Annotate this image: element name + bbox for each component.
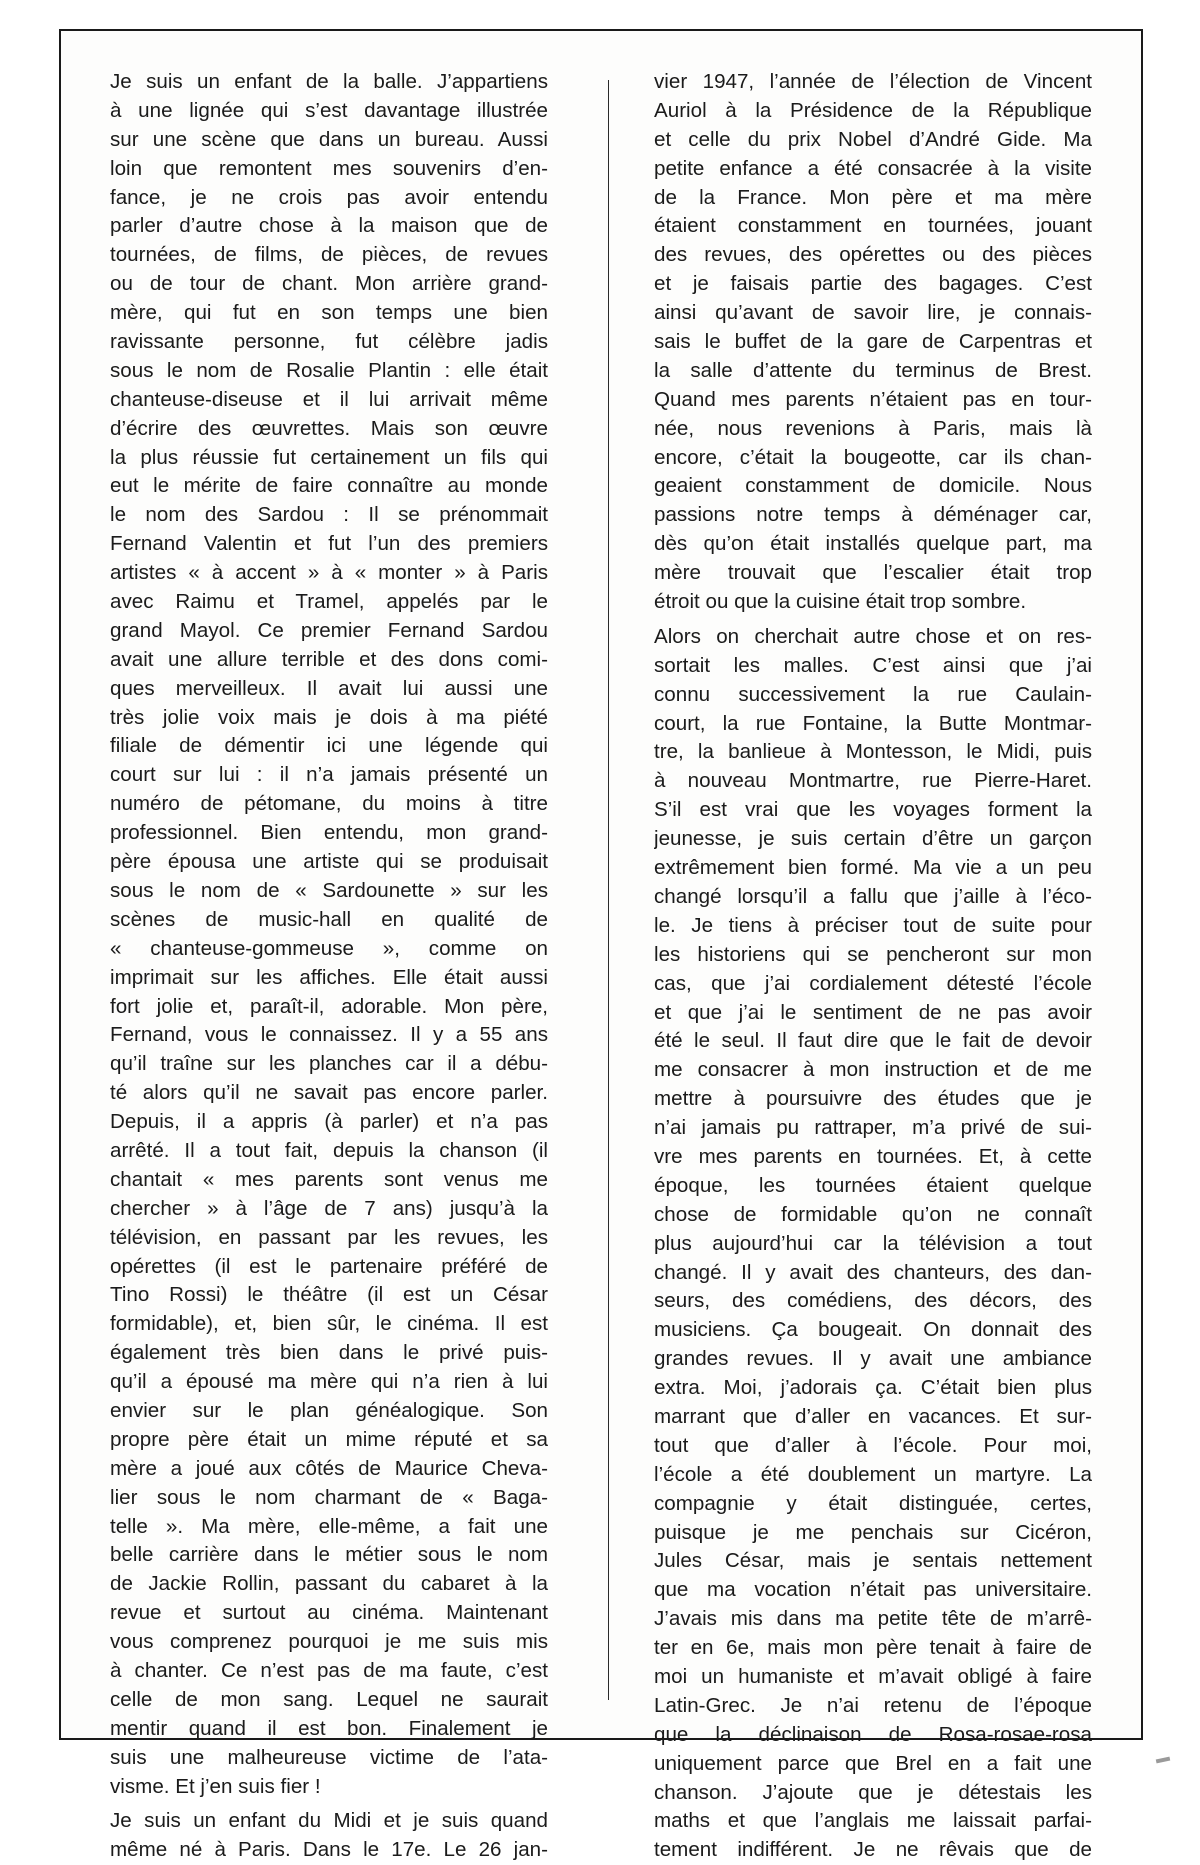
text-line: Fernand Valentin et fut l’un des premiers (110, 532, 548, 556)
text-line: la plus réussie fut certainement un fils qui (110, 445, 548, 469)
text-line: S’il est vrai que les voyages forment la (654, 798, 1092, 822)
text-line: mère trouvait que l’escalier était trop (654, 561, 1092, 585)
text-line: tout que d’aller à l’école. Pour moi, (654, 1433, 1092, 1457)
text-line: uniquement parce que Brel en a fait une (654, 1751, 1092, 1775)
text-line: très jolie voix mais je dois à ma piété (110, 705, 548, 729)
text-line: court sur lui : il n’a jamais présenté un (110, 763, 548, 787)
column-divider (608, 80, 609, 1700)
text-line: té alors qu’il ne savait pas encore parler. (110, 1081, 548, 1105)
text-line: avec Raimu et Tramel, appelés par le (110, 590, 548, 614)
text-line: chercher » à l’âge de 7 ans) jusqu’à la (110, 1196, 548, 1220)
text-line: à une lignée qui s’est davantage illustrée (110, 98, 548, 122)
text-line: « chanteuse-gommeuse », comme on (110, 936, 548, 960)
text-line: née, nous revenions à Paris, mais là (654, 416, 1092, 440)
text-line: extra. Moi, j’adorais ça. C’était bien plus (654, 1376, 1092, 1400)
paragraph (654, 623, 1092, 1865)
text-line: extrêmement bien formé. Ma vie a un peu (654, 856, 1092, 880)
text-line: me consacrer à mon instruction et de me (654, 1058, 1092, 1082)
text-line: ravissante personne, fut célèbre jadis (110, 330, 548, 354)
text-line: étaient constamment en tournées, jouant (654, 214, 1092, 238)
text-line: chose de formidable qu’on ne connaît (654, 1202, 1092, 1226)
text-line: visme. Et j’en suis fier ! (110, 1774, 321, 1798)
text-line: fance, je ne crois pas avoir entendu (110, 185, 548, 209)
text-line: Je suis un enfant du Midi et je suis quand (110, 1809, 548, 1833)
text-line: propre père était un mime réputé et sa (110, 1427, 548, 1451)
text-line: professionnel. Bien entendu, mon grand- (110, 821, 548, 845)
text-line: que ma vocation n’était pas universitaire. (654, 1578, 1092, 1602)
text-line: maths et que l’anglais me laissait parfai- (654, 1809, 1092, 1833)
text-line: filiale de démentir ici une légende qui (110, 734, 548, 758)
text-line: ter en 6e, mais mon père tenait à faire de (654, 1636, 1092, 1660)
text-line: de Jackie Rollin, passant du cabaret à la (110, 1572, 548, 1596)
paragraph (654, 68, 1092, 617)
text-line: tre, la banlieue à Montesson, le Midi, puis (654, 740, 1092, 764)
text-line: chanteuse-diseuse et il lui arrivait même (110, 387, 548, 411)
text-line: arrêté. Il a tout fait, depuis la chanson (il (110, 1138, 548, 1162)
text-line: geaient constamment de domicile. Nous (654, 474, 1092, 498)
text-line: telle ». Ma mère, elle-même, a fait une (110, 1514, 548, 1538)
text-line: chanson. J’ajoute que je détestais les (654, 1780, 1092, 1804)
left-text-column (110, 68, 548, 1865)
text-line: époque, les tournées étaient quelque (654, 1173, 1092, 1197)
text-line: des revues, des opérettes ou des pièces (654, 243, 1092, 267)
text-line: le nom des Sardou : Il se prénommait (110, 503, 548, 527)
text-line: Auriol à la Présidence de la République (654, 98, 1092, 122)
text-line: Alors on cherchait autre chose et on res- (654, 624, 1092, 648)
text-line: télévision, en passant par les revues, les (110, 1225, 548, 1249)
text-line: vous comprenez pourquoi je me suis mis (110, 1630, 548, 1654)
text-line: Quand mes parents n’étaient pas en tour- (654, 387, 1092, 411)
text-line: opérettes (il est le partenaire préféré de (110, 1254, 548, 1278)
text-line: n’ai jamais pu rattraper, m’a privé de sui- (654, 1116, 1092, 1140)
text-line: grand Mayol. Ce premier Fernand Sardou (110, 618, 548, 642)
text-line: qu’il a épousé ma mère qui n’a rien à lui (110, 1370, 548, 1394)
text-line: ques merveilleux. Il avait lui aussi une (110, 676, 548, 700)
text-line: encore, c’était la bougeotte, car ils chan- (654, 445, 1092, 469)
text-line: sur une scène que dans un bureau. Aussi (110, 127, 548, 151)
text-line: envier sur le plan généalogique. Son (110, 1398, 548, 1422)
text-line: qu’il traîne sur les planches car il a débu- (110, 1052, 548, 1076)
text-line: Depuis, il a appris (à parler) et n’a pas (110, 1110, 548, 1134)
text-line: vre mes parents en tournées. Et, à cette (654, 1144, 1092, 1168)
text-line: de la France. Mon père et ma mère (654, 185, 1092, 209)
text-line: Tino Rossi) le théâtre (il est un César (110, 1283, 548, 1307)
text-line: et celle du prix Nobel d’André Gide. Ma (654, 127, 1092, 151)
text-line: Je suis un enfant de la balle. J’appartiens (110, 70, 548, 93)
text-line: étroit ou que la cuisine était trop sombre. (654, 590, 1027, 614)
text-line: été le seul. Il faut dire que le fait de devoir (654, 1029, 1092, 1053)
text-line: loin que remontent mes souvenirs d’en- (110, 156, 548, 180)
text-line: sortait les malles. C’est ainsi que j’ai (654, 653, 1092, 677)
text-line: les historiens qui se pencheront sur mon (654, 942, 1092, 966)
text-line: et je faisais partie des bagages. C’est (654, 272, 1092, 296)
text-line: Jules César, mais je sentais nettement (654, 1549, 1092, 1573)
text-line: la salle d’attente du terminus de Brest. (654, 358, 1092, 382)
text-line: sous le nom de « Sardounette » sur les (110, 878, 548, 902)
paragraph (110, 1807, 548, 1865)
text-line: seurs, des comédiens, des décors, des (654, 1289, 1092, 1313)
text-line: changé lorsqu’il a fallu que j’aille à l’éco- (654, 884, 1092, 908)
text-line: grandes revues. Il y avait une ambiance (654, 1347, 1092, 1371)
text-line: également très bien dans le privé puis- (110, 1341, 548, 1365)
text-line: passions notre temps à déménager car, (654, 503, 1092, 527)
text-line: mettre à poursuivre des études que je (654, 1087, 1092, 1111)
text-line: compagnie y était distinguée, certes, (654, 1491, 1092, 1515)
text-line: avait une allure terrible et des dons comi- (110, 647, 548, 671)
text-line: à chanter. Ce n’est pas de ma faute, c’est (110, 1658, 548, 1682)
text-line: marrant que d’aller en vacances. Et sur- (654, 1404, 1092, 1428)
text-line: vier 1947, l’année de l’élection de Vincent (654, 70, 1092, 93)
page-corner-mark (1156, 1757, 1171, 1764)
text-line: formidable), et, bien sûr, le cinéma. Il est (110, 1312, 548, 1336)
text-line: lier sous le nom charmant de « Baga- (110, 1485, 548, 1509)
text-line: parler d’autre chose à la maison que de (110, 214, 548, 238)
text-line: même né à Paris. Dans le 17e. Le 26 jan- (110, 1838, 548, 1862)
text-line: puisque je me penchais sur Cicéron, (654, 1520, 1092, 1544)
text-line: changé. Il y avait des chanteurs, des dan- (654, 1260, 1092, 1284)
text-line: artistes « à accent » à « monter » à Paris (110, 561, 548, 585)
text-line: fort jolie et, paraît-il, adorable. Mon père, (110, 994, 548, 1018)
text-line: mère a joué aux côtés de Maurice Cheva- (110, 1456, 548, 1480)
text-line: connu successivement la rue Caulain- (654, 682, 1092, 706)
text-line: jeunesse, je suis certain d’être un garçon (654, 827, 1092, 851)
text-line: J’avais mis dans ma petite tête de m’arrê- (654, 1607, 1092, 1631)
text-line: cas, que j’ai cordialement détesté l’école (654, 971, 1092, 995)
text-line: moi un humaniste et m’avait obligé à faire (654, 1664, 1092, 1688)
text-line: sais le buffet de la gare de Carpentras et (654, 330, 1092, 354)
text-line: court, la rue Fontaine, la Butte Montmar- (654, 711, 1092, 735)
text-line: dès qu’on était installés quelque part, ma (654, 532, 1092, 556)
text-line: père épousa une artiste qui se produisait (110, 850, 548, 874)
text-line: l’école a été doublement un martyre. La (654, 1462, 1092, 1486)
text-line: celle de mon sang. Lequel ne saurait (110, 1687, 548, 1711)
text-line: suis une malheureuse victime de l’ata- (110, 1745, 548, 1769)
text-line: tement indifférent. Je ne rêvais que de (654, 1838, 1092, 1862)
text-line: sous le nom de Rosalie Plantin : elle était (110, 358, 548, 382)
text-line: imprimait sur les affiches. Elle était aussi (110, 965, 548, 989)
text-line: chantait « mes parents sont venus me (110, 1167, 548, 1191)
text-line: Fernand, vous le connaissez. Il y a 55 ans (110, 1023, 548, 1047)
text-line: Latin-Grec. Je n’ai retenu de l’époque (654, 1693, 1092, 1717)
text-line: tournées, de films, de pièces, de revues (110, 243, 548, 267)
text-line: revue et surtout au cinéma. Maintenant (110, 1601, 548, 1625)
text-line: scènes de music-hall en qualité de (110, 907, 548, 931)
text-line: que la déclinaison de Rosa-rosae-rosa (654, 1722, 1092, 1746)
text-line: mentir quand il est bon. Finalement je (110, 1716, 548, 1740)
text-line: belle carrière dans le métier sous le nom (110, 1543, 548, 1567)
text-line: petite enfance a été consacrée à la visite (654, 156, 1092, 180)
text-line: eut le mérite de faire connaître au monde (110, 474, 548, 498)
text-line: et que j’ai le sentiment de ne pas avoir (654, 1000, 1092, 1024)
text-line: numéro de pétomane, du moins à titre (110, 792, 548, 816)
right-text-column (654, 68, 1092, 1865)
text-line: à nouveau Montmartre, rue Pierre-Haret. (654, 769, 1092, 793)
text-line: mère, qui fut en son temps une bien (110, 301, 548, 325)
text-line: ou de tour de chant. Mon arrière grand- (110, 272, 548, 296)
text-line: le. Je tiens à préciser tout de suite pour (654, 913, 1092, 937)
text-line: d’écrire des œuvrettes. Mais son œuvre (110, 416, 548, 440)
text-line: ainsi qu’avant de savoir lire, je connais- (654, 301, 1092, 325)
text-line: plus aujourd’hui car la télévision a tout (654, 1231, 1092, 1255)
paragraph (110, 68, 548, 1801)
text-line: musiciens. Ça bougeait. On donnait des (654, 1318, 1092, 1342)
